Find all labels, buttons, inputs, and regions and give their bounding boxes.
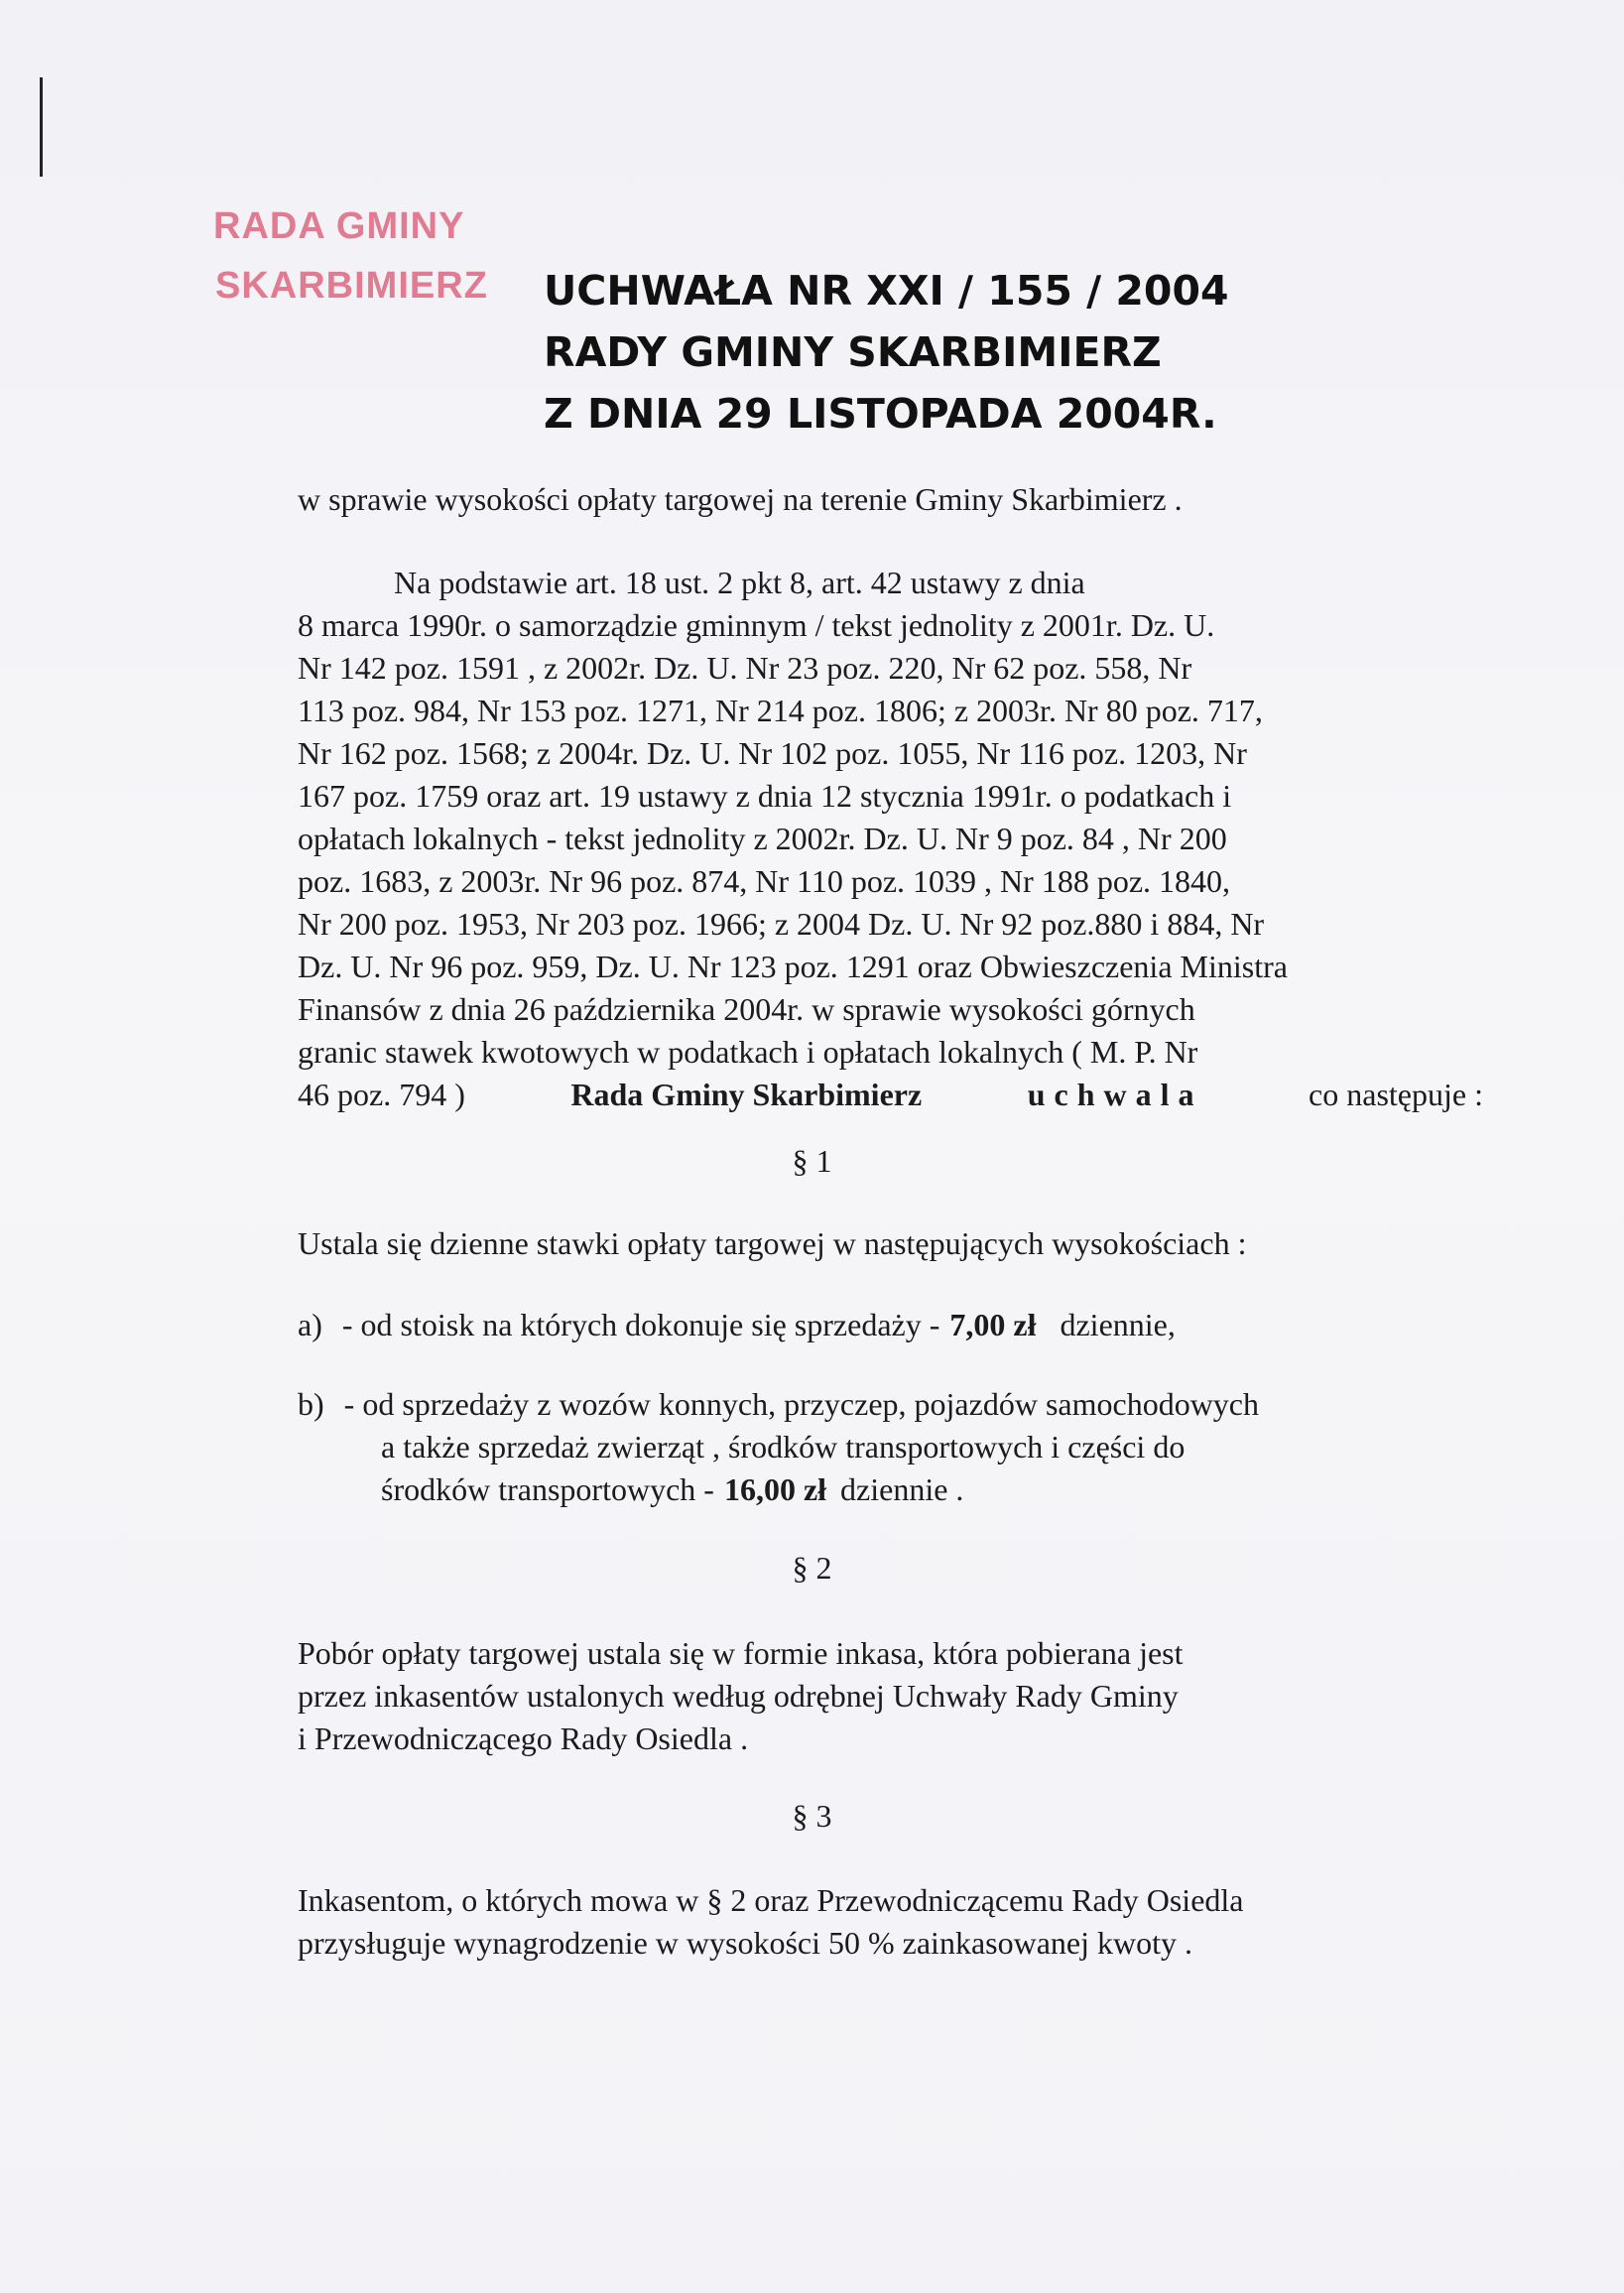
section-1-heading: § 1 bbox=[792, 1143, 832, 1179]
preamble-line: 8 marca 1990r. o samorządzie gminnym / tekst jednolity z 2001r. Dz. U. bbox=[298, 607, 1215, 643]
section-2-heading: § 2 bbox=[792, 1550, 832, 1586]
scan-edge-mark bbox=[40, 77, 43, 177]
resolution-title bbox=[544, 260, 1229, 445]
section-1-item-b: b) - od sprzedaży z wozów konnych, przyczep, pojazdów samochodowych a także sprzedaż zwierząt , środków transportowych i części do środków transportowych - 16,00 zł dziennie . bbox=[298, 1383, 1448, 1511]
section-1-item-a: a) - od stoisk na których dokonuje się sprzedaży - 7,00 zł dziennie, bbox=[298, 1304, 1419, 1346]
preamble-line: poz. 1683, z 2003r. Nr 96 poz. 874, Nr 110 poz. 1039 , Nr 188 poz. 1840, bbox=[298, 863, 1231, 899]
council-name: Rada Gminy Skarbimierz bbox=[570, 1077, 923, 1112]
title-line-3: Z DNIA 29 LISTOPADA 2004R. bbox=[544, 390, 1217, 438]
item-a-amount: 7,00 zł bbox=[949, 1307, 1037, 1342]
preamble-line: 167 poz. 1759 oraz art. 19 ustawy z dnia 12 stycznia 1991r. o podatkach i bbox=[298, 778, 1232, 814]
council-stamp bbox=[213, 196, 488, 316]
preamble bbox=[298, 562, 1483, 1116]
item-a-label: a) bbox=[298, 1307, 322, 1342]
stamp-line-1: RADA GMINY bbox=[213, 205, 465, 247]
preamble-line: Nr 200 poz. 1953, Nr 203 poz. 1966; z 2004 Dz. U. Nr 92 poz.880 i 884, Nr bbox=[298, 906, 1265, 942]
stamp-line-2: SKARBIMIERZ bbox=[215, 265, 488, 307]
preamble-line: opłatach lokalnych - tekst jednolity z 2002r. Dz. U. Nr 9 poz. 84 , Nr 200 bbox=[298, 821, 1227, 856]
preamble-line: 46 poz. 794 ) Rada Gminy Skarbimierz uchwala co następuje : bbox=[298, 1074, 1483, 1116]
preamble-line: Na podstawie art. 18 ust. 2 pkt 8, art. 42 ustawy z dnia bbox=[394, 565, 1085, 600]
preamble-line: Nr 142 poz. 1591 , z 2002r. Dz. U. Nr 23 poz. 220, Nr 62 poz. 558, Nr bbox=[298, 650, 1192, 686]
title-line-1: UCHWAŁA NR XXI / 155 / 2004 bbox=[544, 267, 1229, 315]
section-3-text: Inkasentom, o których mowa w § 2 oraz Przewodniczącemu Rady Osiedla przysługuje wynagrodzenie w wysokości 50 % zainkasowanej kwoty . bbox=[298, 1882, 1244, 1961]
section-1-intro: Ustala się dzienne stawki opłaty targowej w następujących wysokościach : bbox=[298, 1225, 1247, 1261]
item-b-amount: 16,00 zł bbox=[723, 1471, 827, 1507]
preamble-line: granic stawek kwotowych w podatkach i opłatach lokalnych ( M. P. Nr bbox=[298, 1034, 1198, 1070]
resolves-word: uchwala bbox=[1027, 1077, 1203, 1112]
preamble-line: Dz. U. Nr 96 poz. 959, Dz. U. Nr 123 poz. 1291 oraz Obwieszczenia Ministra bbox=[298, 949, 1288, 984]
preamble-line: Finansów z dnia 26 października 2004r. w sprawie wysokości górnych bbox=[298, 991, 1195, 1027]
title-line-2: RADY GMINY SKARBIMIERZ bbox=[544, 328, 1162, 376]
section-2-text: Pobór opłaty targowej ustala się w formie inkasa, która pobierana jest przez inkasentów ustalonych według odrębnej Uchwały Rady Gminy i Przewodniczącego Rady Osiedla . bbox=[298, 1635, 1184, 1756]
subject-line: w sprawie wysokości opłaty targowej na terenie Gminy Skarbimierz . bbox=[298, 481, 1183, 517]
item-b-label: b) bbox=[298, 1386, 324, 1422]
preamble-line: 113 poz. 984, Nr 153 poz. 1271, Nr 214 poz. 1806; z 2003r. Nr 80 poz. 717, bbox=[298, 693, 1263, 728]
section-3-heading: § 3 bbox=[792, 1798, 832, 1834]
preamble-line: Nr 162 poz. 1568; z 2004r. Dz. U. Nr 102 poz. 1055, Nr 116 poz. 1203, Nr bbox=[298, 735, 1247, 771]
